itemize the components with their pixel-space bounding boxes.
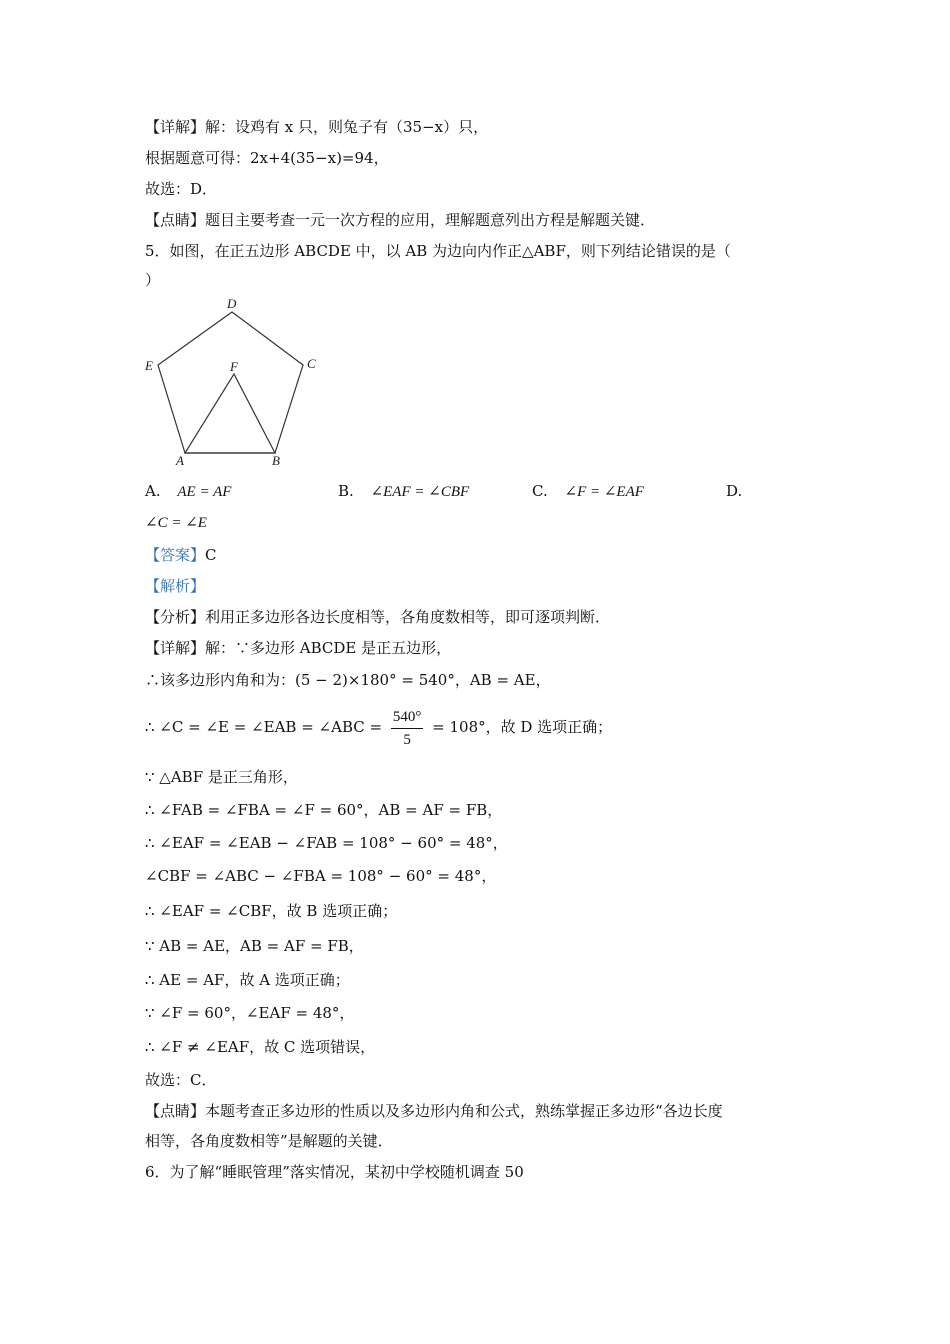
triangle-abf	[185, 374, 275, 453]
q4-choose: 故选：D．	[145, 180, 218, 198]
fraction-numerator: 540°	[391, 706, 424, 729]
option-a-label: A.	[145, 482, 161, 500]
analysis-text: 【分析】利用正多边形各边长度相等，各角度数相等，即可逐项判断．	[145, 608, 611, 626]
option-c-text: ∠F = ∠EAF	[564, 484, 644, 500]
option-a	[145, 481, 231, 502]
label-e: E	[145, 358, 153, 373]
q5-choose: 故选：C．	[145, 1071, 217, 1089]
solution-step-8: ∴ ∠EAF = ∠CBF，故 B 选项正确；	[145, 902, 398, 920]
option-b	[338, 481, 469, 502]
q5-comment-line2: 相等，各角度数相等”是解题的关键．	[145, 1132, 393, 1150]
pentagon-abcde	[158, 312, 303, 453]
option-b-text: ∠EAF = ∠CBF	[370, 484, 470, 500]
label-c: C	[307, 356, 316, 371]
option-d	[726, 481, 742, 501]
option-a-text: AE = AF	[177, 484, 232, 500]
label-a: A	[176, 453, 184, 468]
label-b: B	[272, 453, 280, 468]
q5-stem-line2: ）	[145, 271, 161, 289]
solution-step-12: ∴ ∠F ≠ ∠EAF，故 C 选项错误，	[145, 1038, 376, 1056]
pentagon-figure	[140, 295, 340, 470]
solution-step-10: ∴ AE = AF，故 A 选项正确；	[145, 971, 350, 989]
option-b-label: B.	[338, 482, 354, 500]
label-f: F	[230, 359, 238, 374]
q4-equation: 根据题意可得：2x+4(35−x)=94，	[145, 149, 389, 167]
option-d-text: ∠C = ∠E	[145, 515, 207, 531]
solution-step-5: ∴ ∠FAB = ∠FBA = ∠F = 60°，AB = AF = FB，	[145, 801, 503, 819]
answer-value: C	[205, 546, 217, 564]
solution-step-3	[145, 703, 612, 751]
q6-stem: 6．为了解“睡眠管理”落实情况，某初中学校随机调查 50	[145, 1163, 524, 1181]
solution-step-2: ∴该多边形内角和为：(5 − 2)×180° = 540°，AB = AE，	[145, 671, 551, 689]
solution-step-3-lhs: ∴ ∠C = ∠E = ∠EAB = ∠ABC =	[145, 718, 383, 736]
answer-tag: 【答案】	[145, 546, 206, 564]
solution-step-11: ∵ ∠F = 60°，∠EAF = 48°，	[145, 1004, 355, 1022]
solution-step-4: ∵ △ABF 是正三角形，	[145, 768, 298, 786]
label-d: D	[227, 296, 237, 311]
solution-step-6: ∴ ∠EAF = ∠EAB − ∠FAB = 108° − 60° = 48°，	[145, 834, 508, 852]
q5-comment-line1: 【点睛】本题考查正多边形的性质以及多边形内角和公式，熟练掌握正多边形“各边长度	[145, 1102, 723, 1120]
q4-detail: 【详解】解：设鸡有 x 只，则兔子有（35−x）只，	[145, 118, 489, 136]
solution-step-3-rhs: = 108°，故 D 选项正确；	[432, 718, 613, 736]
answer-line	[145, 545, 217, 565]
solution-step-7: ∠CBF = ∠ABC − ∠FBA = 108° − 60° = 48°，	[145, 867, 497, 885]
option-c-label: C.	[532, 482, 548, 500]
option-d-label: D.	[726, 482, 743, 500]
fraction	[391, 706, 424, 751]
analysis-tag: 【解析】	[145, 577, 206, 595]
solution-step-1: 【详解】解：∵多边形 ABCDE 是正五边形，	[145, 639, 452, 657]
q4-comment: 【点睛】题目主要考查一元一次方程的应用，理解题意列出方程是解题关键．	[145, 211, 656, 229]
fraction-denominator: 5	[403, 731, 411, 748]
solution-step-9: ∵ AB = AE，AB = AF = FB，	[145, 937, 364, 955]
option-c	[532, 481, 644, 502]
q5-stem-line1: 5．如图，在正五边形 ABCDE 中，以 AB 为边向内作正△ABF，则下列结论错误的是（	[145, 242, 731, 260]
